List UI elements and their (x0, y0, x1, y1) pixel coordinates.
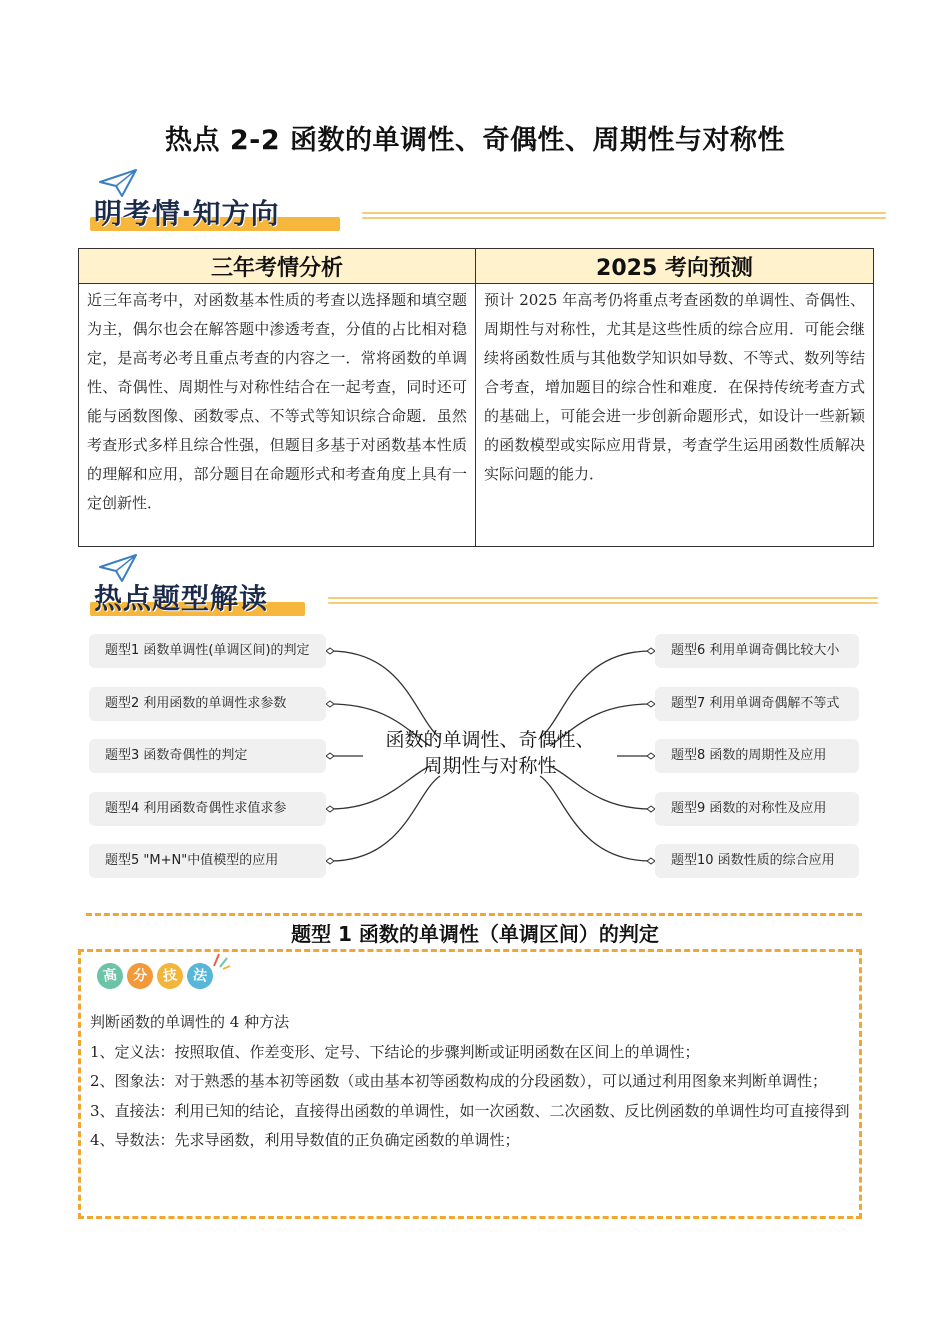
badge-char-3: 技 (156, 962, 185, 991)
method-item-3: 3、直接法：利用已知的结论，直接得出函数的单调性，如一次函数、二次函数、反比例函数的单调性均可直接得到 (90, 1101, 850, 1120)
method-item-1: 1、定义法：按照取值、作差变形、定号、下结论的步骤判断或证明函数在区间上的单调性； (90, 1042, 700, 1061)
method-intro: 判断函数的单调性的 4 种方法 (90, 1013, 290, 1031)
mindmap-center-line1: 函数的单调性、奇偶性、 (385, 729, 595, 751)
forecast-cell: 预计 2025 年高考仍将重点考查函数的单调性、奇偶性、周期性与对称性，尤其是这些性质的综合应用．可能会继续将函数性质与其他数学知识如导数、不等式、数列等结合考查，增加题目的综合性和难度．在保持传统考查方式的基础上，可能会进一步创新命题形式，如设计一些新颖的函数模型或实际应用背景，考查学生运用函数性质解决实际问题的能力． (476, 284, 874, 547)
section-heading-text: 明考情·知方向 (94, 197, 280, 230)
heading-decoration-lines (328, 597, 878, 607)
heading-decoration-lines (362, 212, 886, 222)
badge-char-1: 高 (95, 961, 124, 990)
section-heading-hot-types (80, 553, 890, 633)
mindmap-item-type7: 题型7 利用单调奇偶解不等式 (655, 687, 859, 721)
mindmap-item-type6: 题型6 利用单调奇偶比较大小 (655, 634, 859, 668)
mindmap-center-topic (365, 727, 615, 779)
mindmap-item-type8: 题型8 函数的周期性及应用 (655, 739, 859, 773)
exam-analysis-table (78, 248, 874, 547)
analysis-cell: 近三年高考中，对函数基本性质的考查以选择题和填空题为主，偶尔也会在解答题中渗透考查，分值的占比相对稳定，是高考必考且重点考查的内容之一．常将函数的单调性、奇偶性、周期性与对称性结合在一起考查，同时还可能与函数图像、函数零点、不等式等知识综合命题．虽然考查形式多样且综合性强，但题目多基于对函数基本性质的理解和应用，部分题目在命题形式和考查角度上具有一定创新性． (79, 284, 476, 547)
mindmap-item-type9: 题型9 函数的对称性及应用 (655, 792, 859, 826)
method-item-4: 4、导数法：先求导函数，利用导数值的正负确定函数的单调性； (90, 1131, 520, 1150)
method-item-2: 2、图象法：对于熟悉的基本初等函数（或由基本初等函数构成的分段函数），可以通过利用图象来判断单调性； (90, 1072, 828, 1091)
mindmap-item-type5: 题型5 "M+N"中值模型的应用 (89, 844, 326, 878)
badge-char-2: 分 (126, 962, 155, 991)
table-header-analysis: 三年考情分析 (79, 249, 476, 284)
method-list (90, 1008, 852, 1156)
type1-title: 题型 1 函数的单调性（单调区间）的判定 (291, 922, 659, 946)
badge-char-4: 法 (185, 961, 214, 990)
mindmap-item-type3: 题型3 函数奇偶性的判定 (89, 739, 326, 773)
page-title: 热点 2-2 函数的单调性、奇偶性、周期性与对称性 (164, 125, 786, 156)
topic-mindmap (85, 628, 865, 888)
section-divider (86, 913, 862, 916)
mindmap-item-type2: 题型2 利用函数的单调性求参数 (89, 687, 326, 721)
mindmap-center-line2: 周期性与对称性 (423, 755, 557, 777)
mindmap-item-type10: 题型10 函数性质的综合应用 (655, 844, 859, 878)
table-header-forecast: 2025 考向预测 (476, 249, 874, 284)
sparkle-icon (211, 952, 231, 970)
mindmap-item-type4: 题型4 利用函数奇偶性求值求参 (89, 792, 326, 826)
section-heading-text: 热点题型解读 (94, 582, 269, 615)
section-heading-exam-trends (80, 168, 890, 248)
method-box (78, 949, 862, 1219)
mindmap-item-type1: 题型1 函数单调性(单调区间)的判定 (89, 634, 326, 668)
high-score-tips-badge (93, 960, 233, 1000)
